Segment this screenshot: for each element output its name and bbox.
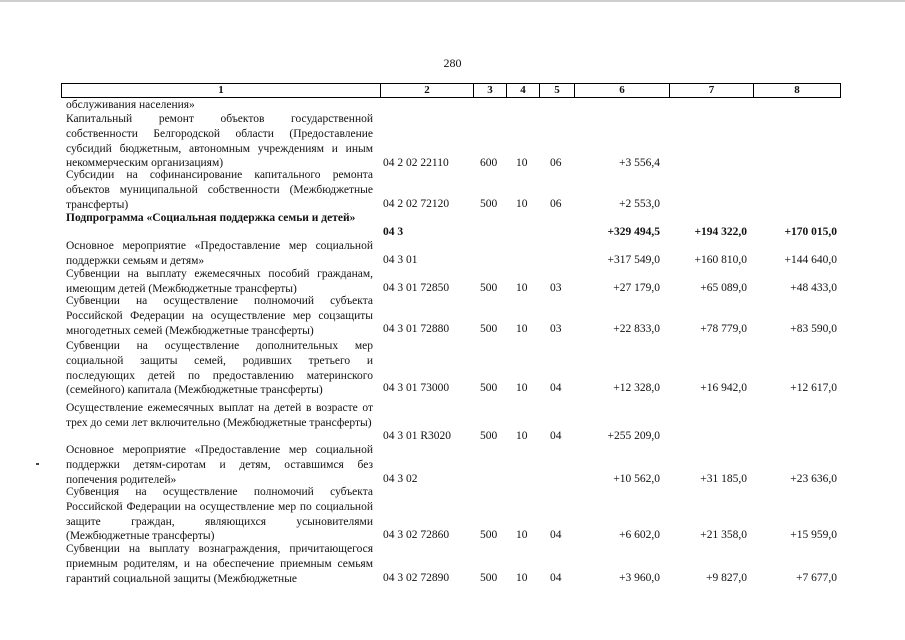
row-5-value-8: +48 433,0	[790, 282, 837, 294]
row-1-col4: 10	[516, 157, 528, 169]
row-11-value-7: +9 827,0	[706, 572, 747, 584]
row-10-value-6: +6 602,0	[619, 529, 660, 541]
row-7-code: 04 3 01 73000	[383, 382, 450, 394]
header-col-1: 1	[61, 83, 381, 98]
row-5-value-6: +27 179,0	[613, 282, 660, 294]
row-10-col4: 10	[516, 529, 528, 541]
row-6-col4: 10	[516, 323, 528, 335]
row-7-value-8: +12 617,0	[790, 382, 837, 394]
row-11-col3: 500	[480, 572, 498, 584]
row-4-value-8: +144 640,0	[784, 254, 837, 266]
row-9-value-6: +10 562,0	[613, 473, 660, 485]
row-10-value-7: +21 358,0	[700, 529, 747, 541]
row-2-description: Субсидии на софинансирование капитального ремонта объектов муниципальной собственности (Межбюджетные трансферты)	[66, 169, 373, 211]
row-9-description: Основное мероприятие «Предоставление мер социальной поддержки детям-сиротам и детям, оставшимся без попечения родителей»	[66, 444, 373, 486]
row-4-value-7: +160 810,0	[694, 254, 747, 266]
row-2-col5: 06	[550, 198, 562, 210]
scan-top-border	[0, 0, 905, 2]
row-8-col5: 04	[550, 430, 562, 442]
row-0-description: обслуживания населения»	[66, 99, 195, 111]
row-8-description: Осуществление ежемесячных выплат на детей в возрасте от трех до семи лет включительно (Межбюджетные трансферты)	[66, 402, 373, 429]
row-10-col3: 500	[480, 529, 498, 541]
row-4-code: 04 3 01	[383, 254, 418, 266]
row-6-code: 04 3 01 72880	[383, 323, 450, 335]
row-5-description: Субвенции на выплату ежемесячных пособий гражданам, имеющим детей (Межбюджетные трансферты)	[66, 268, 373, 295]
row-7-col3: 500	[480, 382, 498, 394]
row-10-col5: 04	[550, 529, 562, 541]
row-1-value-6: +3 556,4	[619, 157, 660, 169]
row-4-description: Основное мероприятие «Предоставление мер социальной поддержки семьям и детям»	[66, 240, 373, 267]
row-7-col5: 04	[550, 382, 562, 394]
row-1-code: 04 2 02 22110	[383, 157, 449, 169]
row-6-col5: 03	[550, 323, 562, 335]
row-11-col4: 10	[516, 572, 528, 584]
row-2-value-6: +2 553,0	[619, 198, 660, 210]
row-3-value-7: +194 322,0	[694, 226, 747, 238]
page-number: 280	[443, 56, 462, 70]
row-2-code: 04 2 02 72120	[383, 198, 450, 210]
row-11-col5: 04	[550, 572, 562, 584]
header-col-2: 2	[380, 83, 474, 98]
row-9-value-8: +23 636,0	[790, 473, 837, 485]
row-5-col5: 03	[550, 282, 562, 294]
row-5-col4: 10	[516, 282, 528, 294]
row-10-description: Субвенция на осуществление полномочий субъекта Российской Федерации на осуществление мер по социальной защите граждан, являющихся усыновителями (Межбюджетные трансферты)	[66, 486, 373, 543]
row-9-code: 04 3 02	[383, 473, 418, 485]
row-11-description: Субвенции на выплату вознаграждения, причитающегося приемным родителям, и на обеспечение приемным семьям гарантий социальной защиты (Межбюджетные	[66, 543, 373, 585]
row-10-code: 04 3 02 72860	[383, 529, 450, 541]
header-col-6: 6	[574, 83, 670, 98]
row-11-value-8: +7 677,0	[796, 572, 837, 584]
row-11-code: 04 3 02 72890	[383, 572, 450, 584]
row-3-value-8: +170 015,0	[784, 226, 837, 238]
row-7-value-6: +12 328,0	[613, 382, 660, 394]
row-3-code: 04 3	[383, 226, 404, 238]
row-2-col4: 10	[516, 198, 528, 210]
row-3-value-6: +329 494,5	[607, 226, 660, 238]
row-10-value-8: +15 959,0	[790, 529, 837, 541]
row-8-col3: 500	[480, 430, 498, 442]
row-1-col5: 06	[550, 157, 562, 169]
header-col-3: 3	[473, 83, 507, 98]
header-col-8: 8	[753, 83, 841, 98]
row-5-value-7: +65 089,0	[700, 282, 747, 294]
row-4-value-6: +317 549,0	[607, 254, 660, 266]
row-7-value-7: +16 942,0	[700, 382, 747, 394]
row-9-value-7: +31 185,0	[700, 473, 747, 485]
row-5-code: 04 3 01 72850	[383, 282, 450, 294]
row-8-code: 04 3 01 R3020	[383, 430, 452, 442]
row-6-value-7: +78 779,0	[700, 323, 747, 335]
row-2-col3: 500	[480, 198, 498, 210]
row-7-description: Субвенции на осуществление дополнительных мер социальной защиты семей, родивших третьего и последующих детей по предоставлению материнского (семейного) капитала (Межбюджетные трансферты)	[66, 340, 373, 397]
header-col-4: 4	[506, 83, 540, 98]
row-1-col3: 600	[480, 157, 498, 169]
header-col-7: 7	[669, 83, 754, 98]
row-3-description: Подпрограмма «Социальная поддержка семьи и детей»	[66, 212, 356, 224]
row-11-value-6: +3 960,0	[619, 572, 660, 584]
row-6-value-6: +22 833,0	[613, 323, 660, 335]
row-7-col4: 10	[516, 382, 528, 394]
row-1-description: Капитальный ремонт объектов государственной собственности Белгородской области (Предоставление субсидий бюджетным, автономным учреждениям и иным некоммерческим организациям)	[66, 113, 373, 170]
row-6-value-8: +83 590,0	[790, 323, 837, 335]
row-8-value-6: +255 209,0	[607, 430, 660, 442]
row-8-col4: 10	[516, 430, 528, 442]
row-6-col3: 500	[480, 323, 498, 335]
header-col-5: 5	[539, 83, 575, 98]
scan-speck	[36, 463, 39, 465]
row-6-description: Субвенции на осуществление полномочий субъекта Российской Федерации на осуществление мер соцзащиты многодетных семей (Межбюджетные трансферты)	[66, 295, 373, 337]
row-5-col3: 500	[480, 282, 498, 294]
